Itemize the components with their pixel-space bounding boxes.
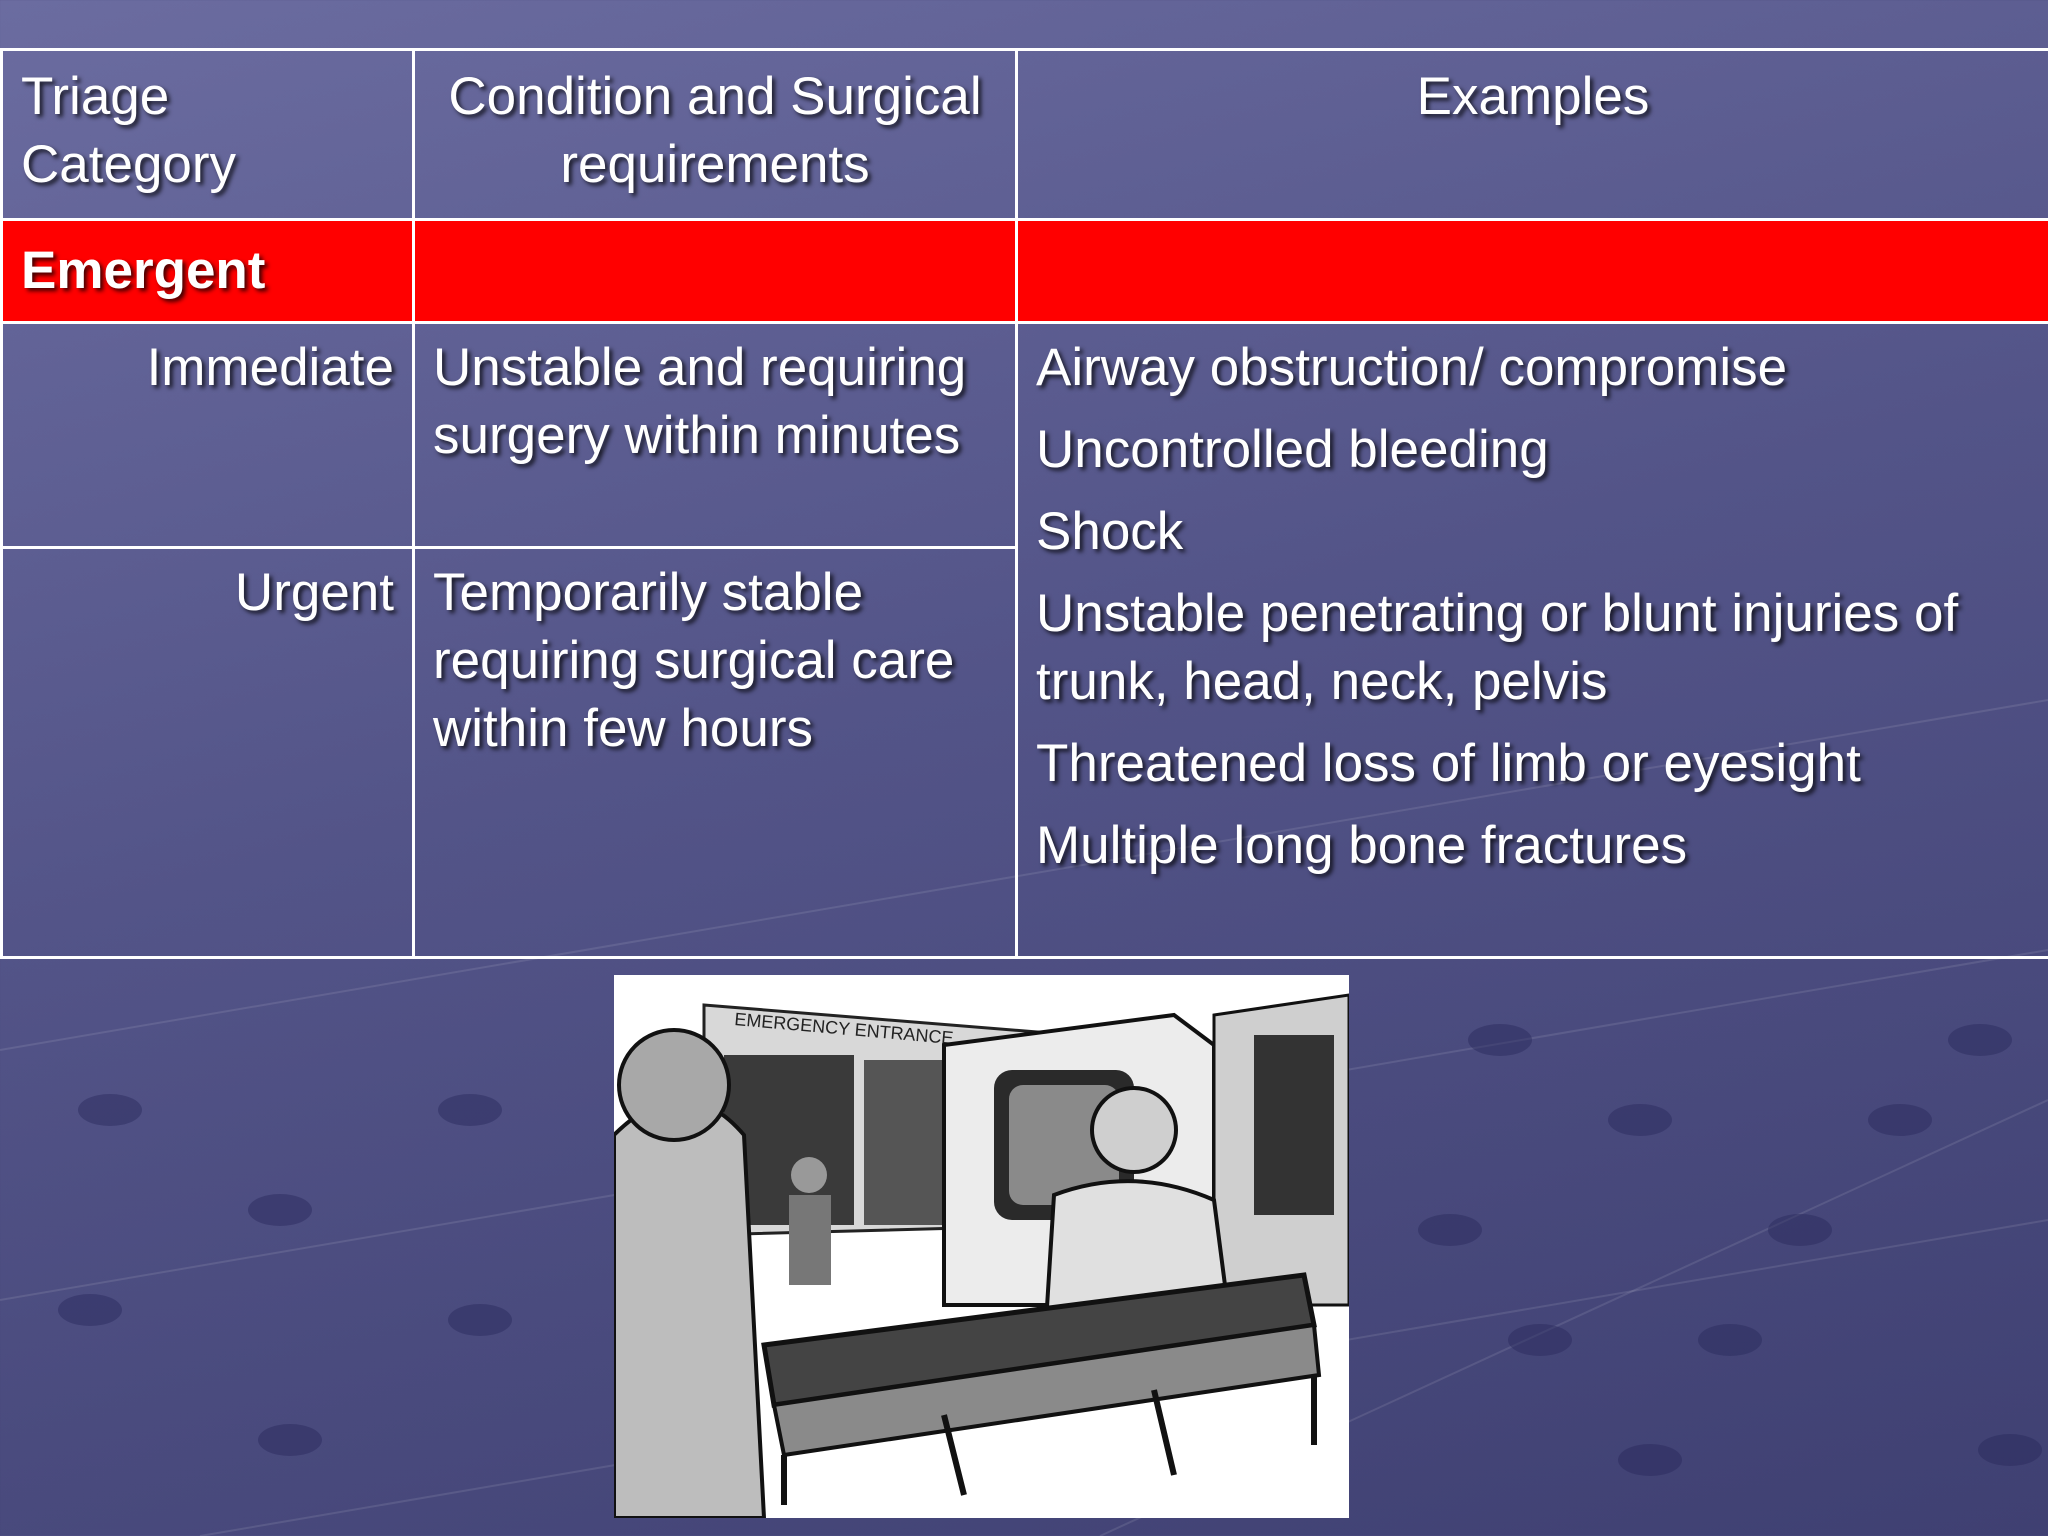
header-condition: Condition and Surgical requirements [414, 50, 1017, 220]
condition-immediate: Unstable and requiring surgery within minutes [414, 323, 1017, 548]
emergency-stretcher-illustration [614, 975, 1349, 1518]
category-immediate: Immediate [2, 323, 414, 548]
list-item: Shock [1036, 502, 1184, 561]
illustration-drawing [614, 975, 1349, 1518]
table-row [2, 323, 2048, 548]
list-item: Uncontrolled bleeding [1036, 420, 1549, 479]
category-urgent: Urgent [2, 548, 414, 958]
emergent-empty-cell [414, 220, 1017, 323]
emergent-empty-cell [1017, 220, 2048, 323]
emergent-section-row [2, 220, 2048, 323]
table-header-row [2, 50, 2048, 220]
sign-text: EMERGENCY ENTRANCE [733, 1009, 955, 1049]
examples-cell [1017, 323, 2048, 958]
list-item: Threatened loss of limb or eyesight [1036, 734, 1861, 793]
list-item: Multiple long bone fractures [1036, 816, 1688, 875]
list-item: Airway obstruction/ compromise [1036, 338, 1788, 397]
list-item: Unstable penetrating or blunt injuries of trunk, head, neck, pelvis [1036, 584, 1959, 711]
header-examples: Examples [1017, 50, 2048, 220]
condition-urgent: Temporarily stable requiring surgical care within few hours [414, 548, 1017, 958]
triage-table [0, 48, 2048, 959]
examples-list [1036, 334, 2030, 880]
emergent-label: Emergent [2, 220, 414, 323]
header-triage-category: Triage Category [2, 50, 414, 220]
